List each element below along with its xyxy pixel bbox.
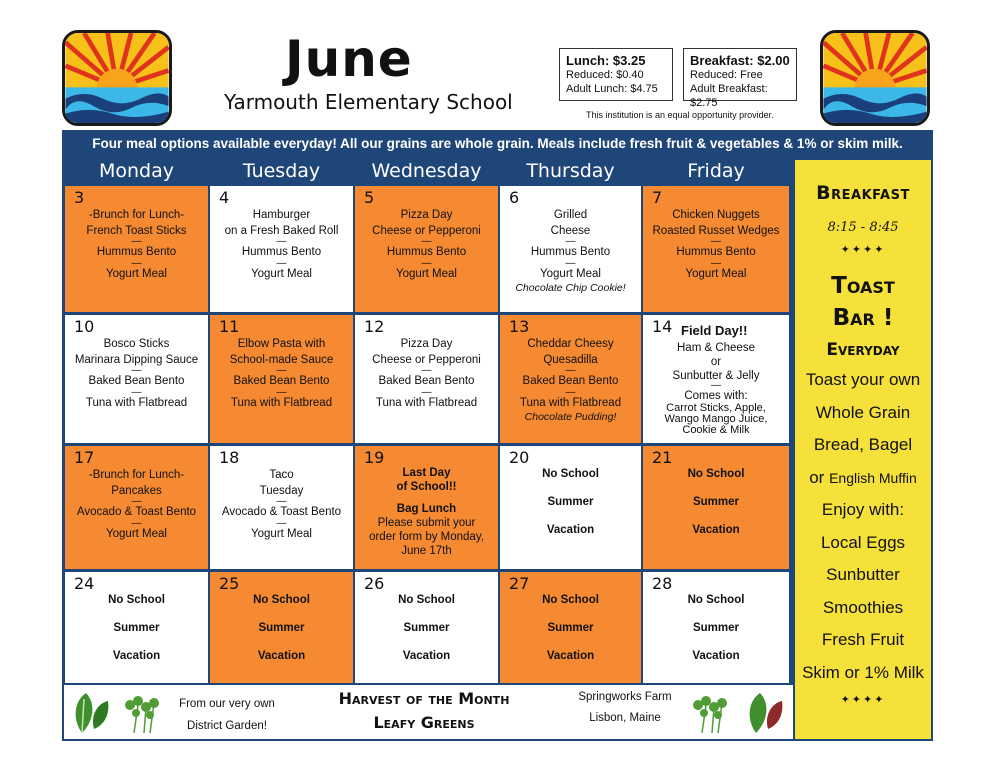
- day-number: 28: [652, 574, 673, 593]
- dash-separator: —: [711, 380, 721, 391]
- menu-line: or: [710, 356, 722, 368]
- lunch-price-box: [559, 48, 673, 101]
- sidebar-line: Local Eggs: [820, 532, 906, 552]
- summer-label: Summer: [113, 622, 160, 634]
- sidebar-line: Sunbutter: [826, 565, 900, 584]
- menu-line: Tuesday: [259, 484, 304, 497]
- calendar-day-cell: [210, 572, 353, 683]
- vacation-label: Vacation: [546, 524, 595, 536]
- sidebar-line: Smoothies: [822, 597, 904, 617]
- pea-shoots-icon: [688, 689, 732, 735]
- menu-line: Cheese or Pepperoni: [372, 353, 481, 366]
- menu-line: Pizza Day: [400, 338, 453, 350]
- day-number: 14: [652, 317, 673, 336]
- menu-line: Baked Bean Bento: [88, 375, 185, 387]
- farm-location: Lisbon, Maine: [589, 712, 661, 724]
- dash-separator: —: [276, 365, 287, 376]
- menu-line: Hummus Bento: [386, 246, 467, 258]
- dash-separator: —: [276, 386, 287, 398]
- dash-separator: —: [565, 365, 576, 376]
- menu-line: Marinara Dipping Sauce: [74, 353, 199, 366]
- harvest-title: [294, 687, 554, 735]
- dash-separator: —: [711, 236, 721, 247]
- sunrise-logo-left: [62, 30, 172, 126]
- dash-separator: —: [131, 236, 142, 247]
- vacation-label: Vacation: [402, 650, 451, 662]
- breakfast-price-box: [683, 48, 797, 109]
- menu-line: Sunbutter & Jelly: [672, 370, 760, 382]
- dash-separator: —: [421, 257, 432, 269]
- calendar-day-cell: [65, 186, 208, 312]
- dash-separator: —: [421, 386, 432, 398]
- summer-label: Summer: [547, 496, 594, 508]
- calendar-day-cell: [643, 186, 789, 312]
- menu-body: [214, 468, 349, 542]
- breakfast-price: Breakfast: $2.00: [690, 53, 790, 68]
- menu-line: School-made Sauce: [229, 353, 334, 366]
- menu-line: Tuna with Flatbread: [230, 396, 333, 409]
- sidebar-muffin-line: [795, 462, 931, 495]
- summer-label: Summer: [692, 622, 740, 634]
- day-number: 12: [364, 317, 385, 336]
- calendar-day-cell: [210, 315, 353, 443]
- pea-shoots-icon: [120, 689, 164, 735]
- menu-line: Grilled: [553, 209, 588, 221]
- day-header-thursday: Thursday: [526, 160, 615, 182]
- menu-line: Yogurt Meal: [251, 527, 312, 540]
- day-number: 19: [364, 448, 385, 467]
- dash-separator: —: [276, 496, 287, 507]
- dash-separator: —: [131, 496, 142, 507]
- menu-line: Avocado & Toast Bento: [221, 506, 342, 518]
- info-banner: Four meal options available everyday! All our grains are whole grain. Meals include fresh fruit & vegetables & 1% or skim milk.: [62, 130, 933, 156]
- menu-line: Yogurt Meal: [540, 267, 601, 280]
- menu-line: Pizza Day: [400, 209, 453, 221]
- day-header-monday: Monday: [98, 160, 174, 182]
- menu-line: Hummus Bento: [241, 246, 322, 258]
- calendar-day-cell: [65, 446, 208, 569]
- menu-line: Cheddar Cheesy: [527, 338, 614, 350]
- calendar-day-cell: [643, 572, 789, 683]
- calendar-day-cell: [643, 446, 789, 569]
- sunrise-waves-icon: [65, 33, 169, 123]
- menu-line: French Toast Sticks: [86, 224, 187, 237]
- dash-separator: —: [276, 257, 287, 269]
- dash-separator: —: [131, 257, 142, 269]
- dash-separator: —: [565, 236, 576, 247]
- summer-label: Summer: [547, 622, 594, 634]
- breakfast-sidebar: [795, 160, 931, 739]
- menu-line: Cheese or Pepperoni: [372, 224, 481, 237]
- leafy-greens-icon: [740, 689, 784, 735]
- menu-body: [647, 341, 785, 436]
- day-number: 26: [364, 574, 385, 593]
- stars-divider: ✦✦✦✦: [840, 693, 886, 706]
- menu-line: Yogurt Meal: [251, 267, 312, 280]
- calendar-day-cell: [500, 186, 641, 312]
- calendar-day-cell: [643, 315, 789, 443]
- no-school-label: No School: [687, 468, 745, 480]
- menu-body: [69, 208, 204, 282]
- garden-line1: From our very own: [179, 698, 275, 710]
- menu-line: Bosco Sticks: [103, 338, 170, 350]
- sides-list: Carrot Sticks, Apple, Wango Mango Juice, Cookie & Milk: [664, 402, 768, 436]
- dash-separator: —: [421, 365, 432, 376]
- no-school-label: No School: [398, 594, 455, 606]
- last-day-line2: of School!!: [396, 481, 457, 493]
- day-number: 24: [74, 574, 95, 593]
- menu-line: Roasted Russet Wedges: [652, 224, 780, 237]
- calendar-day-cell: [355, 446, 498, 569]
- breakfast-time: 8:15 - 8:45: [827, 220, 899, 235]
- calendar-day-cell: [355, 572, 498, 683]
- menu-body: [359, 208, 494, 282]
- calendar-day-cell: [65, 572, 208, 683]
- menu-line: Yogurt Meal: [685, 267, 747, 280]
- calendar-day-cell: [210, 186, 353, 312]
- sidebar-line: Fresh Fruit: [821, 630, 905, 649]
- day-number: 20: [509, 448, 530, 467]
- school-name: Yarmouth Elementary School: [224, 90, 513, 114]
- calendar-day-cell: [65, 315, 208, 443]
- day-number: 5: [364, 188, 375, 207]
- dash-separator: —: [711, 257, 721, 269]
- sunrise-waves-icon: [823, 33, 927, 123]
- menu-line: Pancakes: [111, 484, 162, 497]
- menu-line: Yogurt Meal: [396, 267, 457, 280]
- day-number: 21: [652, 448, 673, 467]
- day-number: 18: [219, 448, 240, 467]
- vacation-label: Vacation: [692, 650, 740, 662]
- stars-divider: ✦✦✦✦: [840, 243, 886, 256]
- lunch-adult: Adult Lunch: $4.75: [566, 83, 658, 95]
- harvest-line2: Leafy Greens: [373, 713, 475, 732]
- dash-separator: —: [565, 257, 576, 269]
- farm-name: Springworks Farm: [578, 691, 672, 703]
- menu-line: Hummus Bento: [96, 246, 177, 258]
- menu-line: Tuna with Flatbread: [85, 396, 188, 409]
- menu-body: [504, 208, 637, 295]
- no-school-label: No School: [108, 594, 165, 606]
- menu-line: Avocado & Toast Bento: [76, 506, 197, 518]
- menu-line: on a Fresh Baked Roll: [224, 224, 339, 237]
- menu-line: Tuna with Flatbread: [519, 396, 622, 409]
- day-number: 3: [74, 188, 85, 207]
- vacation-label: Vacation: [112, 650, 161, 662]
- menu-body: [647, 208, 785, 282]
- day-header-tuesday: Tuesday: [242, 160, 321, 182]
- month-title: June: [285, 30, 413, 88]
- field-day-title: Field Day!!: [681, 323, 748, 338]
- lunch-reduced: Reduced: $0.40: [566, 69, 644, 81]
- calendar-day-cell: [355, 186, 498, 312]
- menu-line: Yogurt Meal: [106, 267, 167, 280]
- dash-separator: —: [131, 517, 142, 529]
- day-number: 4: [219, 188, 230, 207]
- garden-line2: District Garden!: [187, 720, 267, 732]
- day-number: 27: [509, 574, 530, 593]
- breakfast-title: Breakfast: [816, 182, 910, 204]
- toast-bar-line2: Bar !: [832, 305, 894, 331]
- harvest-footer: [64, 685, 793, 739]
- dessert-note: Chocolate Pudding!: [524, 411, 617, 423]
- no-school-label: No School: [253, 594, 310, 606]
- calendar-day-cell: [210, 446, 353, 569]
- no-school-label: No School: [542, 468, 599, 480]
- vacation-label: Vacation: [692, 524, 740, 536]
- no-school-label: No School: [542, 594, 599, 606]
- everyday-label: Everyday: [826, 340, 900, 360]
- menu-line: Yogurt Meal: [106, 527, 167, 540]
- menu-line: Comes with:: [684, 390, 748, 402]
- calendar-day-cell: [500, 315, 641, 443]
- calendar-day-cell: [500, 572, 641, 683]
- day-number: 7: [652, 188, 663, 207]
- menu-line: Quesadilla: [543, 353, 598, 366]
- vacation-label: Vacation: [546, 650, 595, 662]
- sidebar-line: Bread, Bagel: [813, 435, 913, 454]
- vacation-label: Vacation: [257, 650, 306, 662]
- menu-line: -Brunch for Lunch-: [88, 469, 185, 481]
- menu-body: [359, 337, 494, 411]
- menu-line: Taco: [269, 469, 294, 481]
- summer-label: Summer: [692, 496, 740, 508]
- menu-body: [69, 468, 204, 542]
- sidebar-line: Toast your own: [805, 370, 921, 389]
- summer-label: Summer: [258, 622, 305, 634]
- menu-line: Hamburger: [252, 209, 311, 221]
- menu-body: [504, 337, 637, 424]
- day-header-friday: Friday: [687, 160, 745, 182]
- menu-line: Hummus Bento: [530, 246, 611, 258]
- menu-line: Cheese: [550, 224, 591, 237]
- day-number: 11: [219, 317, 240, 336]
- sidebar-line: Enjoy with:: [821, 500, 905, 519]
- menu-line: Hummus Bento: [676, 246, 756, 258]
- summer-label: Summer: [403, 622, 450, 634]
- dash-separator: —: [421, 236, 432, 247]
- farm-note: [560, 687, 690, 729]
- menu-line: Ham & Cheese: [677, 342, 755, 354]
- dessert-note: Chocolate Chip Cookie!: [515, 282, 626, 294]
- sidebar-line: Skim or 1% Milk: [802, 662, 924, 682]
- harvest-line1: Harvest of the Month: [338, 689, 510, 708]
- menu-body: [69, 337, 204, 411]
- breakfast-reduced: Reduced: Free: [690, 69, 763, 81]
- menu-line: -Brunch for Lunch-: [88, 209, 185, 221]
- bag-lunch-label: Bag Lunch: [396, 503, 457, 515]
- calendar-day-cell: [500, 446, 641, 569]
- menu-body: [359, 466, 494, 558]
- garden-note: [172, 693, 282, 737]
- menu-body: [214, 208, 349, 282]
- dash-separator: —: [131, 365, 142, 376]
- breakfast-adult: Adult Breakfast: $2.75: [690, 83, 768, 109]
- menu-line: Chicken Nuggets: [672, 209, 760, 221]
- dash-separator: —: [276, 236, 287, 247]
- menu-line: Baked Bean Bento: [233, 375, 330, 387]
- menu-line: Baked Bean Bento: [378, 375, 475, 387]
- dash-separator: —: [276, 517, 287, 529]
- equal-opportunity-note: This institution is an equal opportunity provider.: [586, 110, 774, 120]
- menu-line: Elbow Pasta with: [237, 338, 326, 350]
- no-school-label: No School: [687, 594, 745, 606]
- day-number: 25: [219, 574, 240, 593]
- dash-separator: —: [131, 386, 142, 398]
- day-number: 17: [74, 448, 95, 467]
- lunch-price: Lunch: $3.25: [566, 53, 646, 68]
- english-muffin: English Muffin: [829, 469, 917, 486]
- menu-line: Baked Bean Bento: [522, 375, 619, 387]
- sidebar-line: Whole Grain: [815, 402, 911, 422]
- menu-body: [214, 337, 349, 411]
- day-number: 13: [509, 317, 530, 336]
- dash-separator: —: [565, 386, 576, 398]
- order-form-note: Please submit your order form by Monday, June 17th: [369, 517, 484, 557]
- day-number: 10: [74, 317, 95, 336]
- toast-bar-line1: Toast: [831, 273, 895, 299]
- leafy-greens-icon: [68, 689, 112, 735]
- menu-line: Tuna with Flatbread: [375, 396, 478, 409]
- day-header-wednesday: Wednesday: [371, 160, 482, 182]
- calendar-day-cell: [355, 315, 498, 443]
- last-day-line1: Last Day: [402, 467, 451, 479]
- day-number: 6: [509, 188, 520, 207]
- sunrise-logo-right: [820, 30, 930, 126]
- or-word: or: [809, 467, 825, 487]
